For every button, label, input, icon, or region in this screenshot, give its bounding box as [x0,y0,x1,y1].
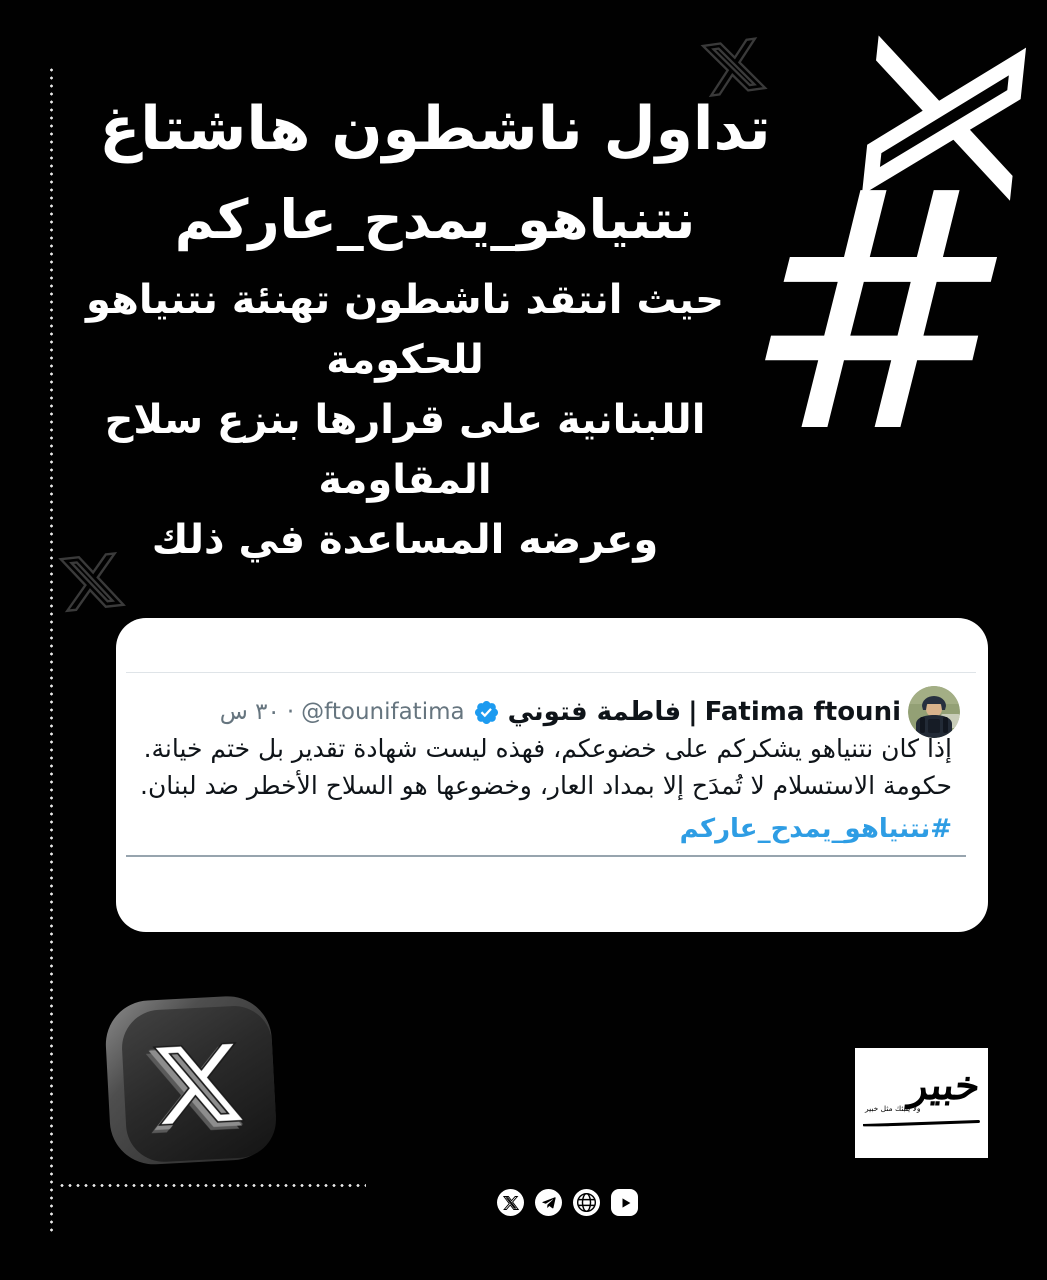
subtitle-line3: وعرضه المساعدة في ذلك [151,517,659,563]
verified-badge-icon [473,699,500,726]
x-logo-outline-icon [697,32,771,103]
hashtag-symbol: # [742,121,1019,505]
tweet-handle[interactable]: @ftounifatima [301,699,465,725]
subtitle-line2: اللبنانية على قرارها بنزع سلاح المقاومة [104,397,706,503]
x-logo-outline-icon [57,546,128,618]
tweet-timestamp: ٣٠ س [219,699,280,725]
tweet-top-divider [126,672,976,673]
social-icons-row [497,1189,638,1216]
publisher-logo-swash [863,1120,980,1127]
publisher-logo [855,1048,988,1158]
tweet-display-name-latin[interactable]: Fatima ftouni [704,697,901,727]
tweet-text [128,730,952,804]
headline-line1: تداول ناشطون هاشتاغ [99,94,771,164]
tweet-display-name-arabic[interactable]: فاطمة فتوني [507,697,682,727]
tweet-hashtag-link[interactable]: #نتنياهو_يمدح_عاركم [679,814,952,844]
x-icon[interactable] [497,1189,524,1216]
tweet-bottom-divider [126,855,966,857]
tweet-text-line2: حكومة الاستسلام لا تُمدَح إلا بمداد العار، وخضوعها هو السلاح الأخطر ضد لبنان. [140,771,952,800]
x-logo-3d-icon [104,993,291,1174]
dotted-border-horizontal [58,1184,366,1187]
publisher-logo-calligraphy: خبير [906,1062,983,1109]
youtube-icon[interactable] [611,1189,638,1216]
tweet-text-line1: إذا كان نتنياهو يشكركم على خضوعكم، فهذه ليست شهادة تقدير بل ختم خيانة. [143,734,952,763]
dotted-border-vertical [50,66,53,1232]
headline-subtitle [30,270,780,570]
globe-icon[interactable] [573,1189,600,1216]
tweet-card [116,618,988,932]
tweet-meta-separator: · [286,699,295,725]
subtitle-line1: حيث انتقد ناشطون تهنئة نتنياهو للحكومة [86,277,724,383]
telegram-icon[interactable] [535,1189,562,1216]
headline-hashtag-line: نتنياهو_يمدح_عاركم [174,188,696,251]
tweet-name-divider: | [688,697,698,727]
publisher-logo-tagline: ولا ينبئك مثل خبير [865,1104,921,1113]
